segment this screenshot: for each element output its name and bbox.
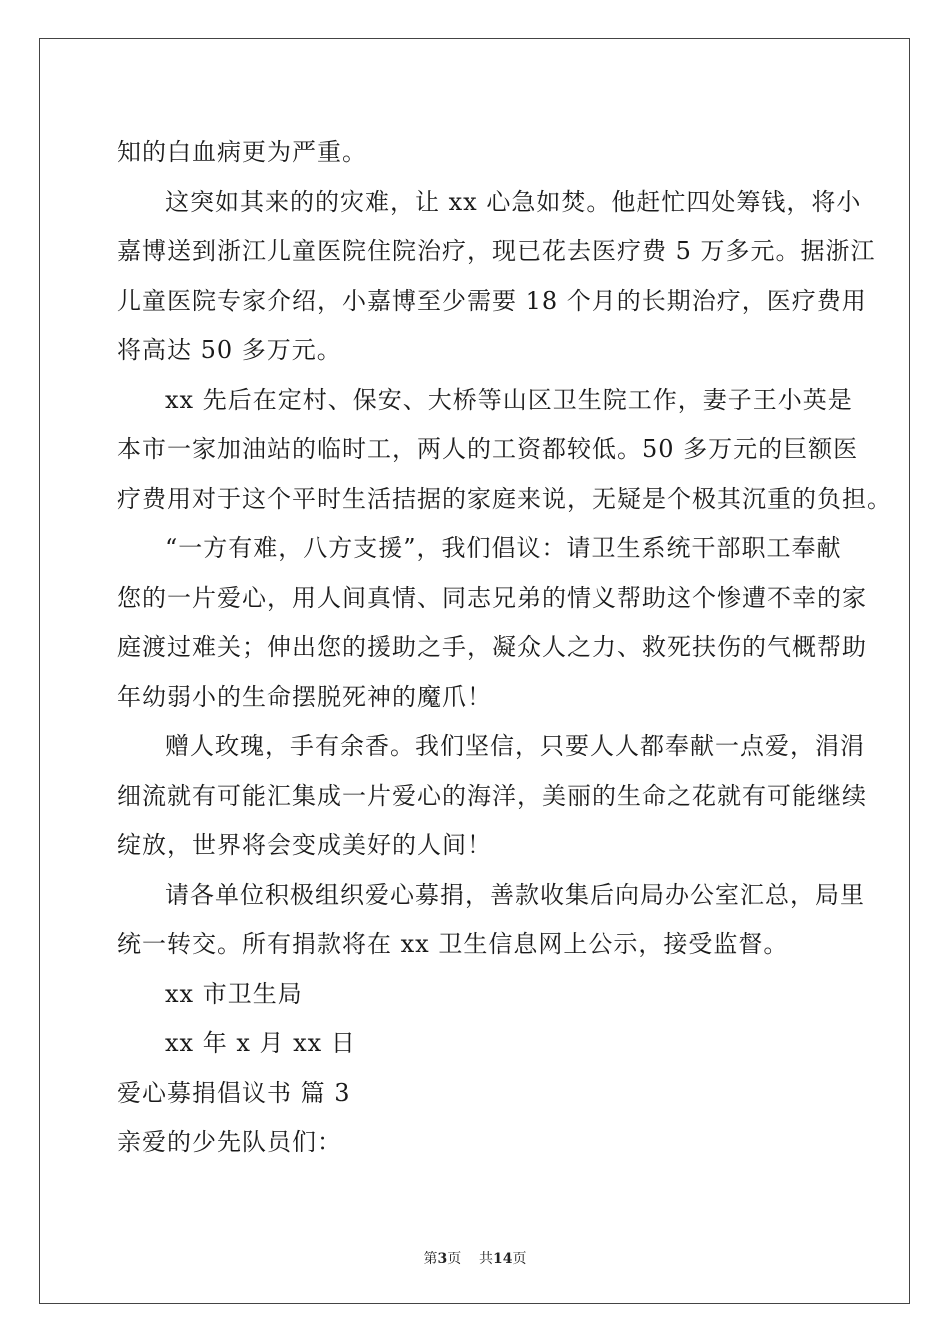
page-footer — [0, 1248, 950, 1268]
salutation: 亲爱的少先队员们： — [117, 1128, 342, 1156]
text-line: 请各单位积极组织爱心募捐，善款收集后向局办公室汇总，局里 — [165, 880, 865, 909]
text-line: 绽放，世界将会变成美好的人间！ — [117, 831, 492, 859]
footer-mid: 页 共 — [447, 1251, 494, 1267]
text-line: 疗费用对于这个平时生活拮据的家庭来说，无疑是个极其沉重的负担。 — [117, 484, 892, 513]
footer-suffix: 页 — [512, 1251, 527, 1267]
text-line: 儿童医院专家介绍，小嘉博至少需要 18 个月的长期治疗，医疗费用 — [117, 286, 867, 315]
section-heading: 爱心募捐倡议书 篇 3 — [117, 1078, 351, 1107]
text-line: 您的一片爱心，用人间真情、同志兄弟的情义帮助这个惨遭不幸的家 — [117, 583, 867, 612]
text-line: xx 先后在定村、保安、大桥等山区卫生院工作，妻子王小英是 — [165, 385, 853, 414]
text-line: “一方有难，八方支援”，我们倡议：请卫生系统干部职工奉献 — [165, 534, 842, 562]
text-line: 细流就有可能汇集成一片爱心的海洋，美丽的生命之花就有可能继续 — [117, 781, 867, 810]
footer-prefix: 第 — [423, 1251, 438, 1267]
text-line: 将高达 50 多万元。 — [117, 336, 342, 364]
text-line: 嘉博送到浙江儿童医院住院治疗，现已花去医疗费 5 万多元。据浙江 — [117, 237, 876, 265]
total-page-number: 14 — [493, 1251, 513, 1267]
text-line: 统一转交。所有捐款将在 xx 卫生信息网上公示，接受监督。 — [117, 930, 789, 958]
text-line: 年幼弱小的生命摆脱死神的魔爪！ — [117, 682, 492, 711]
text-line: 这突如其来的的灾难，让 xx 心急如焚。他赶忙四处筹钱，将小 — [165, 187, 862, 216]
text-line: 本市一家加油站的临时工，两人的工资都较低。50 多万元的巨额医 — [117, 435, 859, 463]
signature-org: xx 市卫生局 — [165, 979, 303, 1008]
signature-date: xx 年 x 月 xx 日 — [165, 1029, 356, 1057]
text-line: 赠人玫瑰，手有余香。我们坚信，只要人人都奉献一点爱，涓涓 — [165, 732, 865, 760]
text-line: 知的白血病更为严重。 — [117, 138, 367, 166]
current-page-number: 3 — [437, 1251, 448, 1267]
document-body — [117, 128, 892, 1168]
text-line: 庭渡过难关；伸出您的援助之手，凝众人之力、救死扶伤的气概帮助 — [117, 633, 867, 661]
